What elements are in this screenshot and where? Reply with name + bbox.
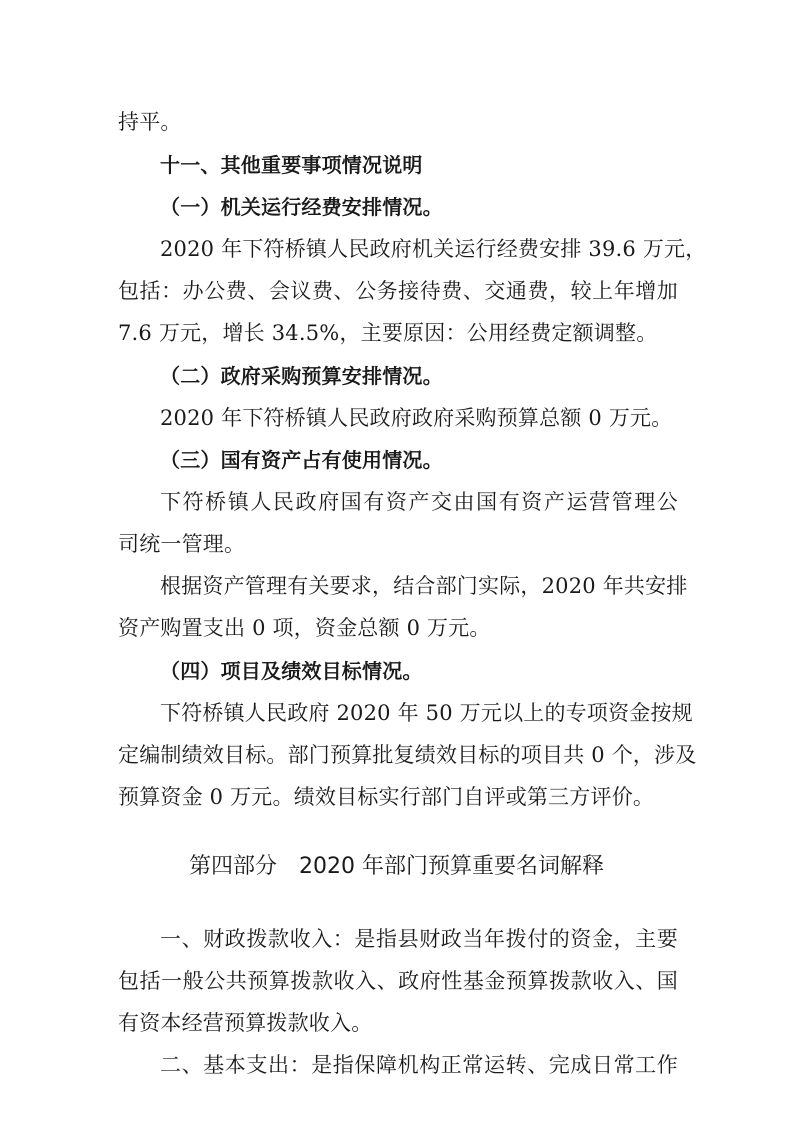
paragraph-operating-funds-line-1: 2020 年下符桥镇人民政府机关运行经费安排 39.6 万元， — [160, 237, 707, 261]
paragraph-continuation: 持平。 — [118, 110, 182, 134]
paragraph-state-assets-line-1: 下符桥镇人民政府国有资产交由国有资产运营管理公 — [160, 490, 678, 514]
paragraph-operating-funds-line-2: 包括：办公费、会议费、公务接待费、交通费，较上年增加 — [118, 279, 678, 303]
section-heading-other-matters: 十一、其他重要事项情况说明 — [160, 153, 423, 177]
subheading-state-assets: （三）国有资产占有使用情况。 — [160, 448, 443, 472]
paragraph-performance-line-1: 下符桥镇人民政府 2020 年 50 万元以上的专项资金按规 — [160, 701, 693, 725]
paragraph-fiscal-revenue-line-2: 包括一般公共预算拨款收入、政府性基金预算拨款收入、国 — [118, 969, 678, 993]
paragraph-operating-funds-line-3: 7.6 万元，增长 34.5%，主要原因：公用经费定额调整。 — [118, 321, 658, 345]
paragraph-performance-line-2: 定编制绩效目标。部门预算批复绩效目标的项目共 0 个，涉及 — [118, 743, 697, 767]
paragraph-fiscal-revenue-line-3: 有资本经营预算拨款收入。 — [118, 1011, 373, 1035]
subheading-performance-targets: （四）项目及绩效目标情况。 — [160, 659, 423, 683]
paragraph-performance-line-3: 预算资金 0 万元。绩效目标实行部门自评或第三方评价。 — [118, 785, 655, 809]
subheading-procurement: （二）政府采购预算安排情况。 — [160, 364, 443, 388]
paragraph-fiscal-revenue-line-1: 一、财政拨款收入：是指县财政当年拨付的资金，主要 — [160, 927, 678, 951]
part-four-title: 第四部分 2020 年部门预算重要名词解释 — [189, 854, 604, 879]
paragraph-procurement: 2020 年下符桥镇人民政府政府采购预算总额 0 万元。 — [160, 406, 673, 430]
paragraph-basic-expenditure-line-1: 二、基本支出：是指保障机构正常运转、完成日常工作 — [160, 1053, 678, 1077]
subheading-operating-funds: （一）机关运行经费安排情况。 — [160, 195, 443, 219]
paragraph-state-assets-line-2: 司统一管理。 — [118, 532, 246, 556]
paragraph-asset-purchase-line-1: 根据资产管理有关要求，结合部门实际，2020 年共安排 — [160, 574, 688, 598]
paragraph-asset-purchase-line-2: 资产购置支出 0 项，资金总额 0 万元。 — [118, 616, 491, 640]
